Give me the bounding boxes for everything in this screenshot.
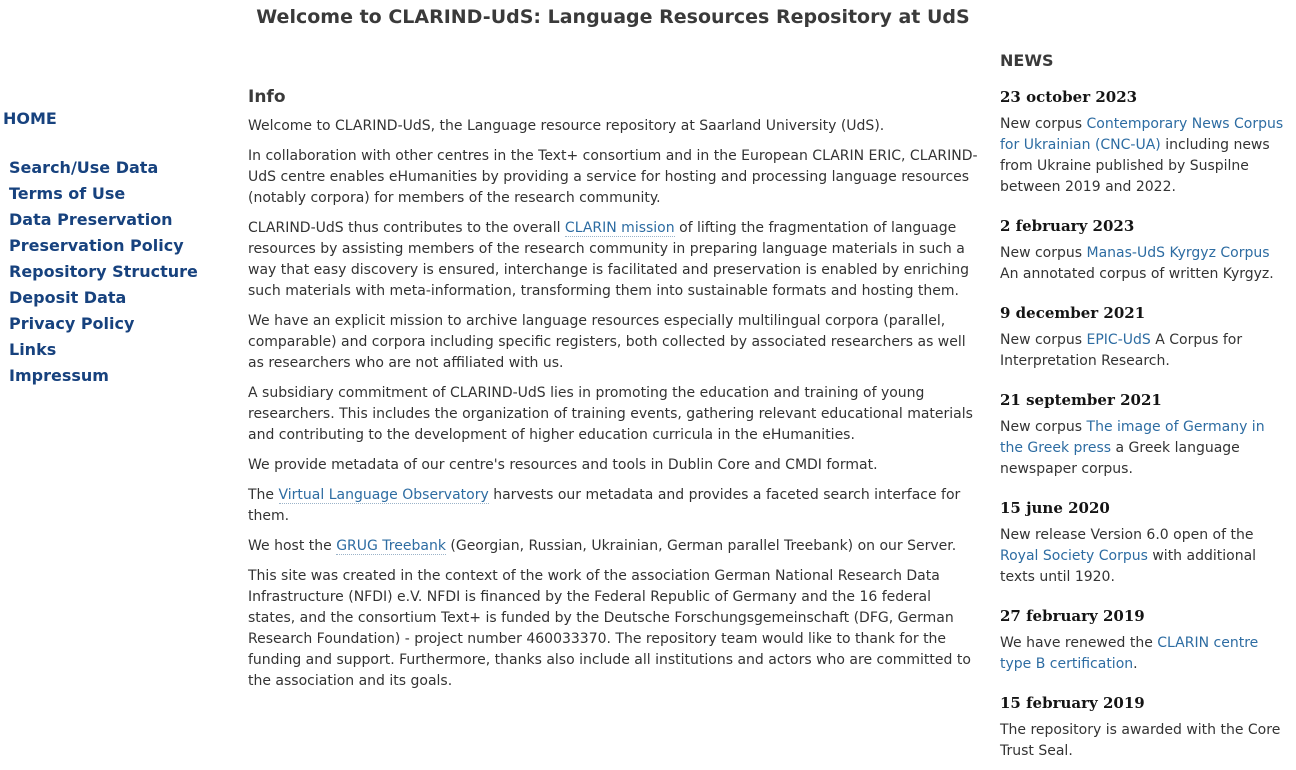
sidebar-item-data-preservation[interactable]: Data Preservation: [9, 210, 173, 229]
sidebar-nav-list: [3, 155, 248, 389]
info-paragraph: The Virtual Language Observatory harvests our metadata and provides a faceted search interface for them.: [248, 487, 961, 524]
news-item-text: New corpus Manas-UdS Kyrgyz Corpus An annotated corpus of written Kyrgyz.: [1000, 245, 1274, 282]
news-date: 15 february 2019: [1000, 694, 1145, 712]
news-item-text: New corpus Contemporary News Corpus for Ukrainian (CNC-UA) including news from Ukraine published by Suspilne between 2019 and 2022.: [1000, 116, 1284, 195]
news-link-clarin-centre-type-b-certification[interactable]: CLARIN centre type B certification: [1000, 635, 1259, 672]
news-item: [1000, 390, 1286, 480]
news-list: [1000, 87, 1286, 762]
info-paragraph: We host the GRUG Treebank (Georgian, Russian, Ukrainian, German parallel Treebank) on our Server.: [248, 538, 957, 554]
info-paragraph: A subsidiary commitment of CLARIND-UdS lies in promoting the education and training of young researchers. This includes the organization of training events, gathering relevant educational materials and contributing to the development of higher education curricula in the eHumanities.: [248, 385, 973, 443]
text-link-virtual-language-observatory[interactable]: Virtual Language Observatory: [278, 487, 489, 503]
sidebar-item-terms-of-use[interactable]: Terms of Use: [9, 184, 126, 203]
info-heading: Info: [248, 87, 286, 107]
sidebar-item-links[interactable]: Links: [9, 340, 57, 359]
news-item-text: We have renewed the CLARIN centre type B certification.: [1000, 635, 1259, 672]
sidebar-item-preservation-policy[interactable]: Preservation Policy: [9, 236, 184, 255]
news-date: 2 february 2023: [1000, 217, 1135, 235]
main-content: [248, 0, 978, 762]
sidebar-item-home[interactable]: HOME: [3, 109, 57, 128]
sidebar-item-repository-structure[interactable]: Repository Structure: [9, 262, 198, 281]
news-link-the-image-of-germany-in-the-greek-press[interactable]: The image of Germany in the Greek press: [1000, 419, 1265, 456]
news-item-text: New release Version 6.0 open of the Royal Society Corpus with additional texts until 1920.: [1000, 527, 1257, 585]
sidebar-item-impressum[interactable]: Impressum: [9, 366, 109, 385]
news-date: 15 june 2020: [1000, 499, 1110, 517]
info-paragraph: We have an explicit mission to archive language resources especially multilingual corpora (parallel, comparable) and corpora including specific registers, both collected by associated researchers as well as researchers who are not affiliated with us.: [248, 313, 966, 371]
news-date: 23 october 2023: [1000, 88, 1138, 106]
info-paragraph: This site was created in the context of the work of the association German National Research Data Infrastructure (NFDI) e.V. NFDI is financed by the Federal Republic of Germany and the 16 federal states, and the consortium Text+ is funded by the Deutsche Forschungsgemeinschaft (DFG, German Research Foundation) - project number 460033370. The repository team would like to thank for the funding and support. Furthermore, thanks also include all institutions and actors who are committed to the association and its goals.: [248, 568, 971, 689]
info-paragraph: We provide metadata of our centre's resources and tools in Dublin Core and CMDI format.: [248, 457, 878, 473]
info-paragraphs: [248, 116, 978, 692]
page-title: Welcome to CLARIND-UdS: Language Resources Repository at UdS: [256, 6, 970, 28]
info-paragraph: Welcome to CLARIND-UdS, the Language resource repository at Saarland University (UdS).: [248, 118, 885, 134]
sidebar: [0, 0, 248, 762]
news-date: 21 september 2021: [1000, 391, 1162, 409]
sidebar-item-search-use-data[interactable]: Search/Use Data: [9, 158, 159, 177]
news-link-manas-uds-kyrgyz-corpus[interactable]: Manas-UdS Kyrgyz Corpus: [1086, 245, 1270, 261]
sidebar-item-privacy-policy[interactable]: Privacy Policy: [9, 314, 135, 333]
news-item: [1000, 498, 1286, 588]
news-date: 27 february 2019: [1000, 607, 1145, 625]
news-item-text: New corpus The image of Germany in the Greek press a Greek language newspaper corpus.: [1000, 419, 1265, 477]
news-heading: NEWS: [1000, 51, 1054, 70]
news-column: [1000, 0, 1286, 762]
news-date: 9 december 2021: [1000, 304, 1146, 322]
info-paragraph: In collaboration with other centres in the Text+ consortium and in the European CLARIN ERIC, CLARIND-UdS centre enables eHumanities by providing a service for hosting and processing language resources (notably corpora) for members of the research community.: [248, 148, 978, 206]
info-paragraph: CLARIND-UdS thus contributes to the overall CLARIN mission of lifting the fragmentation of language resources by assisting members of the research community in preparing language materials in such a way that easy discovery is ensured, interchange is facilitated and preservation is enabled by enriching such materials with meta-information, transforming them into sustainable formats and hosting them.: [248, 220, 969, 299]
news-item-text: The repository is awarded with the Core Trust Seal.: [1000, 722, 1281, 759]
news-item: [1000, 87, 1286, 198]
news-item-text: New corpus EPIC-UdS A Corpus for Interpretation Research.: [1000, 332, 1243, 369]
news-link-epic-uds[interactable]: EPIC-UdS: [1086, 332, 1151, 348]
news-link-contemporary-news-corpus-for-ukrainian-cnc-ua[interactable]: Contemporary News Corpus for Ukrainian (CNC-UA): [1000, 116, 1284, 153]
news-item: [1000, 606, 1286, 675]
sidebar-item-deposit-data[interactable]: Deposit Data: [9, 288, 127, 307]
news-link-royal-society-corpus[interactable]: Royal Society Corpus: [1000, 548, 1148, 564]
news-item: [1000, 303, 1286, 372]
text-link-grug-treebank[interactable]: GRUG Treebank: [336, 538, 446, 554]
news-item: [1000, 216, 1286, 285]
news-item: [1000, 693, 1286, 762]
text-link-clarin-mission[interactable]: CLARIN mission: [564, 220, 675, 236]
